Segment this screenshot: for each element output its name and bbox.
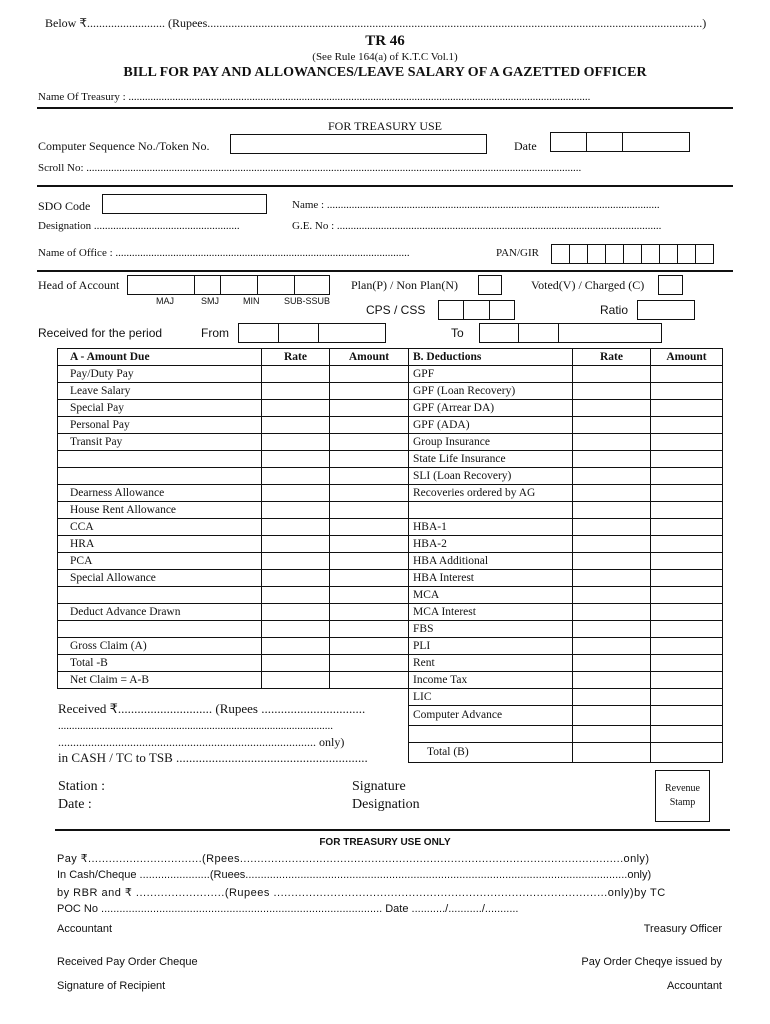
rate-cell[interactable]: [573, 383, 651, 400]
amount-due-item: Net Claim = A-B: [58, 672, 262, 689]
recipient-signature-label: Signature of Recipient: [57, 980, 166, 992]
from-year-box[interactable]: [318, 323, 386, 343]
deduction-item: LIC: [409, 689, 573, 706]
ratio-field[interactable]: [637, 300, 695, 320]
amount-cell[interactable]: [651, 621, 723, 638]
received-cheque-label: Received Pay Order Cheque: [57, 956, 198, 968]
amount-header: Amount: [330, 349, 409, 366]
period-to-field[interactable]: [480, 323, 662, 343]
amount-cell[interactable]: [651, 689, 723, 706]
amount-cell[interactable]: [651, 553, 723, 570]
rate-cell[interactable]: [573, 743, 651, 763]
treasury-use-heading: FOR TREASURY USE: [327, 119, 443, 133]
pan-box[interactable]: [551, 244, 570, 264]
deduction-item: Group Insurance: [409, 434, 573, 451]
amount-cell[interactable]: [651, 502, 723, 519]
pay-line: Pay ₹.................................(Rpees...............................................................................................................only): [57, 853, 650, 865]
stamp-text: Stamp: [669, 797, 696, 808]
deduction-item: FBS: [409, 621, 573, 638]
amount-due-item: Personal Pay: [58, 417, 262, 434]
amount-cell[interactable]: [651, 706, 723, 726]
amount-cell[interactable]: [651, 672, 723, 689]
table-row: [58, 638, 723, 655]
rate-cell[interactable]: [573, 587, 651, 604]
account-sub-label-min: MIN: [243, 296, 260, 306]
accountant-label-2: Accountant: [666, 980, 722, 992]
date-label: Date: [514, 139, 537, 153]
account-sub-label-maj: MAJ: [156, 296, 174, 306]
account-maj-box[interactable]: [127, 275, 195, 295]
computer-sequence-label: Computer Sequence No./Token No.: [38, 139, 210, 153]
amount-cell[interactable]: [330, 672, 409, 689]
amount-due-item: [58, 451, 262, 468]
rule-reference: (See Rule 164(a) of K.T.C Vol.1): [312, 51, 458, 63]
cash-cheque-line: In Cash/Cheque .......................(Ruees.............................................................................................................................only): [57, 869, 652, 881]
amount-cell[interactable]: [651, 468, 723, 485]
cps-box[interactable]: [489, 300, 515, 320]
amount-cell[interactable]: [330, 536, 409, 553]
received-line-2: ....................................................................................................: [58, 720, 333, 732]
to-day-box[interactable]: [479, 323, 519, 343]
date-month-box[interactable]: [586, 132, 623, 152]
table-row: [58, 570, 723, 587]
deduction-item: HBA-2: [409, 536, 573, 553]
rate-cell[interactable]: [573, 519, 651, 536]
rate-cell[interactable]: [573, 672, 651, 689]
amount-cell[interactable]: [330, 451, 409, 468]
amount-cell[interactable]: [651, 536, 723, 553]
accountant-label: Accountant: [57, 923, 113, 935]
rate-cell[interactable]: [262, 570, 330, 587]
rate-cell[interactable]: [573, 621, 651, 638]
deduction-item: State Life Insurance: [409, 451, 573, 468]
form-number: TR 46: [365, 33, 405, 49]
rate-cell[interactable]: [262, 536, 330, 553]
designation-line: Designation .....................................................: [38, 220, 240, 232]
table-row: [58, 519, 723, 536]
to-year-box[interactable]: [558, 323, 662, 343]
rate-cell[interactable]: [573, 400, 651, 417]
pan-box[interactable]: [605, 244, 624, 264]
rate-cell[interactable]: [573, 451, 651, 468]
rate-header: Rate: [573, 349, 651, 366]
deduction-item: HBA Additional: [409, 553, 573, 570]
table-row: [58, 383, 723, 400]
table-row: [58, 604, 723, 621]
amount-cell[interactable]: [330, 655, 409, 672]
deduction-item: PLI: [409, 638, 573, 655]
amount-cell[interactable]: [330, 417, 409, 434]
amount-cell[interactable]: [651, 519, 723, 536]
date-year-box[interactable]: [622, 132, 690, 152]
pan-box[interactable]: [695, 244, 714, 264]
deductions-header: B. Deductions: [409, 349, 573, 366]
divider: [37, 107, 733, 109]
amount-cell[interactable]: [330, 553, 409, 570]
poc-line: POC No ............................................................................................ Date .........../.........../...........: [57, 903, 519, 915]
from-day-box[interactable]: [238, 323, 279, 343]
divider: [37, 185, 733, 187]
cps-label: CPS / CSS: [366, 303, 426, 317]
amount-cell[interactable]: [330, 519, 409, 536]
received-line-4: in CASH / TC to TSB ...........................................................: [58, 750, 368, 765]
received-line-3: ...................................................................................... only): [58, 735, 345, 749]
amount-cell[interactable]: [651, 383, 723, 400]
amount-cell[interactable]: [330, 383, 409, 400]
deduction-item: HBA Interest: [409, 570, 573, 587]
to-month-box[interactable]: [518, 323, 559, 343]
amount-due-item: PCA: [58, 553, 262, 570]
amount-cell[interactable]: [651, 638, 723, 655]
rate-cell[interactable]: [573, 638, 651, 655]
rate-cell[interactable]: [573, 706, 651, 726]
signature-label: Signature: [352, 779, 406, 794]
table-row: [58, 655, 723, 672]
head-of-account-label: Head of Account: [38, 278, 120, 292]
form-title: BILL FOR PAY AND ALLOWANCES/LEAVE SALARY OF A GAZETTED OFFICER: [123, 65, 647, 80]
voted-field[interactable]: [658, 275, 683, 295]
amount-cell[interactable]: [330, 604, 409, 621]
rate-cell[interactable]: [262, 502, 330, 519]
rate-cell[interactable]: [573, 366, 651, 383]
pan-box[interactable]: [659, 244, 678, 264]
table-row: [58, 468, 723, 485]
sdo-code-label: SDO Code: [38, 199, 91, 213]
divider: [37, 270, 733, 272]
scroll-number-line: Scroll No: ....................................................................................................................................................................................: [38, 162, 582, 174]
rate-cell[interactable]: [262, 366, 330, 383]
account-sub-label-subssub: SUB-SSUB: [284, 296, 331, 306]
rate-cell[interactable]: [573, 553, 651, 570]
pan-box[interactable]: [623, 244, 642, 264]
treasury-officer-label: Treasury Officer: [643, 923, 722, 935]
amount-due-item: HRA: [58, 536, 262, 553]
amount-due-header: A - Amount Due: [58, 349, 262, 366]
deduction-item: Computer Advance: [409, 706, 573, 726]
rate-cell[interactable]: [262, 587, 330, 604]
account-min-box[interactable]: [220, 275, 258, 295]
pan-box[interactable]: [641, 244, 660, 264]
head-of-account-field[interactable]: [128, 275, 330, 295]
deduction-item: GPF (ADA): [409, 417, 573, 434]
table-row: [58, 366, 723, 383]
amount-due-item: Total -B: [58, 655, 262, 672]
rate-cell[interactable]: [262, 621, 330, 638]
rate-cell[interactable]: [262, 451, 330, 468]
designation-sign-label: Designation: [352, 797, 420, 812]
pan-field[interactable]: [552, 244, 714, 264]
amount-cell[interactable]: [330, 502, 409, 519]
date-day-box[interactable]: [550, 132, 587, 152]
amount-due-item: [58, 587, 262, 604]
table-row: [58, 485, 723, 502]
from-month-box[interactable]: [278, 323, 319, 343]
plan-label: Plan(P) / Non Plan(N): [351, 278, 458, 292]
cps-box[interactable]: [463, 300, 490, 320]
amount-cell[interactable]: [330, 638, 409, 655]
station-label: Station :: [58, 779, 106, 794]
amount-cell[interactable]: [330, 366, 409, 383]
rate-cell[interactable]: [262, 519, 330, 536]
rate-cell[interactable]: [262, 383, 330, 400]
table-row: [58, 621, 723, 638]
rate-cell[interactable]: [262, 468, 330, 485]
cps-field[interactable]: [439, 300, 515, 320]
rate-cell[interactable]: [573, 502, 651, 519]
deduction-item: [409, 502, 573, 519]
account-smj-box[interactable]: [194, 275, 221, 295]
amount-cell[interactable]: [651, 451, 723, 468]
amount-cell[interactable]: [651, 726, 723, 743]
rate-cell[interactable]: [262, 417, 330, 434]
table-row: [58, 400, 723, 417]
pan-box[interactable]: [677, 244, 696, 264]
rate-cell[interactable]: [262, 604, 330, 621]
table-header-row: [58, 349, 723, 366]
ratio-label: Ratio: [600, 303, 629, 317]
deduction-item: Rent: [409, 655, 573, 672]
period-label: Received for the period: [38, 326, 163, 340]
plan-field[interactable]: [478, 275, 502, 295]
amount-cell[interactable]: [651, 366, 723, 383]
rate-cell[interactable]: [262, 655, 330, 672]
amount-due-item: Deduct Advance Drawn: [58, 604, 262, 621]
period-from-field[interactable]: [239, 323, 386, 343]
rate-cell[interactable]: [573, 485, 651, 502]
table-row: [58, 553, 723, 570]
account-sub-label-smj: SMJ: [201, 296, 219, 306]
deduction-item: MCA: [409, 587, 573, 604]
amount-cell[interactable]: [651, 743, 723, 763]
amount-cell[interactable]: [330, 468, 409, 485]
date-label-sign: Date :: [58, 797, 92, 812]
rate-cell[interactable]: [573, 726, 651, 743]
amount-due-item: Dearness Allowance: [58, 485, 262, 502]
deduction-item: GPF (Arrear DA): [409, 400, 573, 417]
amount-cell[interactable]: [651, 570, 723, 587]
rbr-line: by RBR and ₹ .........................(Rupees ..............................................................................................only)by TC: [57, 887, 666, 899]
amount-due-item: Gross Claim (A): [58, 638, 262, 655]
amount-cell[interactable]: [330, 621, 409, 638]
rate-cell[interactable]: [573, 604, 651, 621]
table-row: [58, 536, 723, 553]
amount-cell[interactable]: [330, 587, 409, 604]
deduction-item: MCA Interest: [409, 604, 573, 621]
rate-cell[interactable]: [573, 536, 651, 553]
rate-cell[interactable]: [573, 689, 651, 706]
rate-cell[interactable]: [262, 638, 330, 655]
deduction-item: Income Tax: [409, 672, 573, 689]
date-field[interactable]: [551, 132, 690, 152]
table-row: [58, 587, 723, 604]
rate-cell[interactable]: [573, 655, 651, 672]
rate-cell[interactable]: [262, 434, 330, 451]
deduction-item: SLI (Loan Recovery): [409, 468, 573, 485]
office-name-line: Name of Office : ...........................................................................................................: [38, 247, 410, 259]
account-sub-box[interactable]: [257, 275, 295, 295]
rate-cell[interactable]: [573, 570, 651, 587]
amount-cell[interactable]: [651, 434, 723, 451]
rate-cell[interactable]: [573, 434, 651, 451]
stamp-text: Revenue: [665, 783, 700, 794]
amount-cell[interactable]: [651, 655, 723, 672]
pan-box[interactable]: [569, 244, 588, 264]
amount-cell[interactable]: [651, 604, 723, 621]
amount-header: Amount: [651, 349, 723, 366]
amount-cell[interactable]: [330, 570, 409, 587]
cps-box[interactable]: [438, 300, 464, 320]
divider: [55, 829, 730, 831]
revenue-stamp-box: [655, 770, 710, 822]
treasury-only-heading: FOR TREASURY USE ONLY: [319, 837, 451, 848]
rate-header: Rate: [262, 349, 330, 366]
rate-cell[interactable]: [573, 417, 651, 434]
name-line: Name : .........................................................................................................................: [292, 199, 660, 211]
to-label: To: [451, 326, 464, 340]
account-ssub-box[interactable]: [294, 275, 330, 295]
treasury-name-line: Name Of Treasury : ........................................................................................................................................................................: [38, 91, 591, 103]
pan-box[interactable]: [587, 244, 606, 264]
deduction-item: [409, 726, 573, 743]
deduction-item: Recoveries ordered by AG: [409, 485, 573, 502]
rate-cell[interactable]: [573, 468, 651, 485]
cheque-issued-label: Pay Order Cheqye issued by: [581, 956, 722, 968]
table-row: [58, 451, 723, 468]
received-line-1: Received ₹............................. (Rupees ................................: [58, 701, 366, 716]
table-row: [58, 672, 723, 689]
amount-due-item: [58, 621, 262, 638]
rate-cell[interactable]: [262, 485, 330, 502]
amount-cell[interactable]: [651, 400, 723, 417]
amount-due-item: CCA: [58, 519, 262, 536]
amount-cell[interactable]: [651, 587, 723, 604]
voted-label: Voted(V) / Charged (C): [531, 278, 645, 292]
table-row: [58, 434, 723, 451]
amount-cell[interactable]: [651, 417, 723, 434]
rate-cell[interactable]: [262, 553, 330, 570]
deduction-item: Total (B): [409, 743, 573, 763]
ge-number-line: G.E. No : ......................................................................................................................: [292, 220, 662, 232]
deduction-item: GPF: [409, 366, 573, 383]
from-label: From: [201, 326, 229, 340]
amount-cell[interactable]: [330, 434, 409, 451]
amount-due-item: [58, 468, 262, 485]
token-number-field[interactable]: [230, 134, 487, 154]
below-amount-line: Below ₹.......................... (Rupees.....................................................................................................................................................................): [45, 16, 707, 30]
amount-due-item: Leave Salary: [58, 383, 262, 400]
amount-cell[interactable]: [330, 400, 409, 417]
amount-due-item: House Rent Allowance: [58, 502, 262, 519]
amount-cell[interactable]: [330, 485, 409, 502]
sdo-code-field[interactable]: [102, 194, 267, 214]
rate-cell[interactable]: [262, 672, 330, 689]
amount-due-item: Pay/Duty Pay: [58, 366, 262, 383]
amount-due-item: Special Pay: [58, 400, 262, 417]
deduction-item: HBA-1: [409, 519, 573, 536]
amount-due-item: Special Allowance: [58, 570, 262, 587]
pan-label: PAN/GIR: [496, 247, 539, 259]
rate-cell[interactable]: [262, 400, 330, 417]
table-row: [58, 502, 723, 519]
amount-due-item: Transit Pay: [58, 434, 262, 451]
deduction-item: GPF (Loan Recovery): [409, 383, 573, 400]
amount-cell[interactable]: [651, 485, 723, 502]
table-row: [58, 417, 723, 434]
